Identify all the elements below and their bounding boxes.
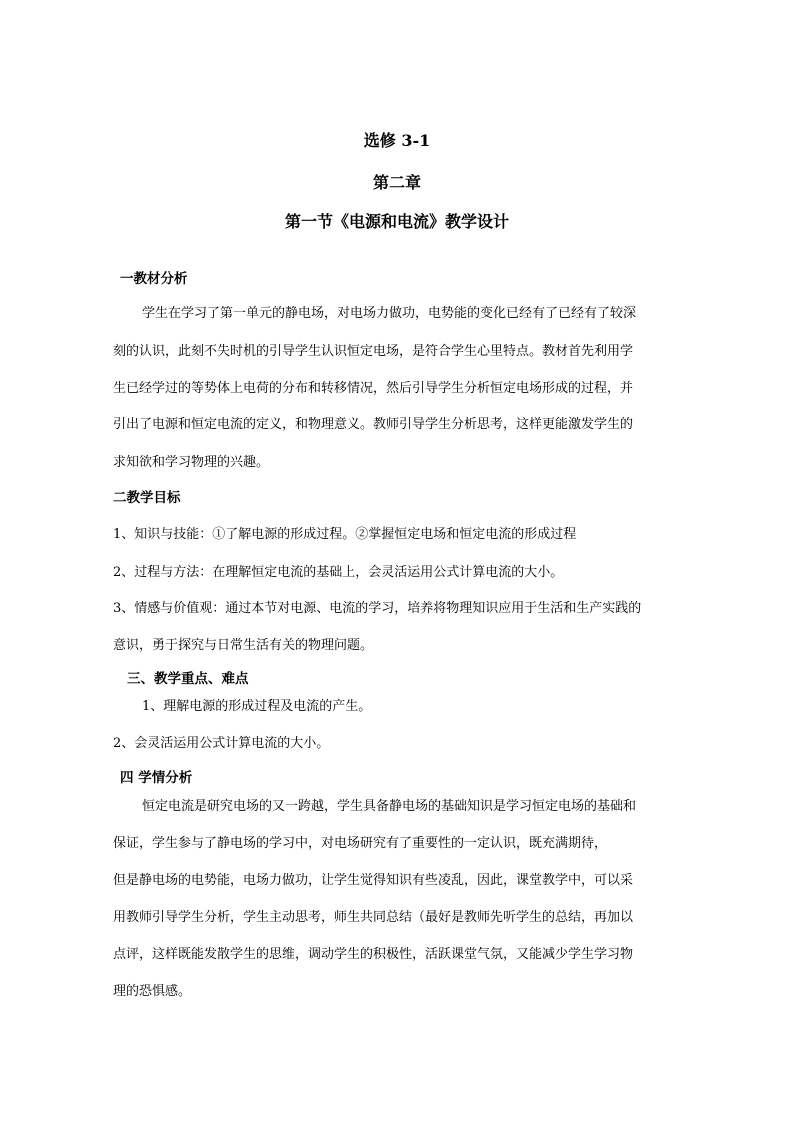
key-point-item: 2、会灵活运用公式计算电流的大小。 xyxy=(113,736,330,751)
goal-item: 2、过程与方法：在理解恒定电流的基础上，会灵活运用公式计算电流的大小。 xyxy=(113,565,564,580)
paragraph-line: 刻的认识，此刻不失时机的引导学生认识恒定电场，是符合学生心里特点。教材首先利用学 xyxy=(113,344,634,359)
goal-item-continued: 意识，勇于探究与日常生活有关的物理问题。 xyxy=(113,638,374,653)
goal-item: 3、情感与价值观：通过本节对电源、电流的学习，培养将物理知识应用于生活和生产实践的 xyxy=(113,601,642,616)
section-heading-teaching-goals: 二教学目标 xyxy=(113,490,181,506)
paragraph-line: 求知欲和学习物理的兴趣。 xyxy=(113,455,270,470)
paragraph-line: 保证，学生参与了静电场的学习中，对电场研究有了重要性的一定认识，既充满期待， xyxy=(113,836,608,851)
paragraph-line: 但是静电场的电势能，电场力做功，让学生觉得知识有些凌乱，因此，课堂教学中，可以采 xyxy=(113,873,634,888)
key-point-item: 1、理解电源的形成过程及电流的产生。 xyxy=(142,699,372,714)
paragraph-line: 学生在学习了第一单元的静电场，对电场力做功，电势能的变化已经有了已经有了较深 xyxy=(142,306,637,321)
paragraph-line: 引出了电源和恒定电流的定义，和物理意义。教师引导学生分析思考，这样更能激发学生的 xyxy=(113,417,634,432)
section-heading-key-points: 三、教学重点、难点 xyxy=(127,671,249,687)
paragraph-line: 恒定电流是研究电场的又一跨越，学生具备静电场的基础知识是学习恒定电场的基础和 xyxy=(142,799,637,814)
goal-item: 1、知识与技能：①了解电源的形成过程。②掌握恒定电场和恒定电流的形成过程 xyxy=(113,527,577,542)
chapter-title: 第二章 xyxy=(372,173,421,192)
paragraph-line: 用教师引导学生分析，学生主动思考，师生共同总结（最好是教师先听学生的总结，再加以 xyxy=(113,910,634,925)
section-heading-student-analysis: 四 学情分析 xyxy=(120,770,193,786)
section-heading-textbook-analysis: 一教材分析 xyxy=(120,271,188,287)
paragraph-line: 理的恐惧感。 xyxy=(113,984,192,999)
paragraph-line: 生已经学过的等势体上电荷的分布和转移情况，然后引导学生分析恒定电场形成的过程，并 xyxy=(113,381,634,396)
paragraph-line: 点评，这样既能发散学生的思维，调动学生的积极性，活跃课堂气氛，又能减少学生学习物 xyxy=(113,947,634,962)
course-title: 选修 3-1 xyxy=(363,131,431,150)
lesson-title: 第一节《电源和电流》教学设计 xyxy=(284,212,509,231)
